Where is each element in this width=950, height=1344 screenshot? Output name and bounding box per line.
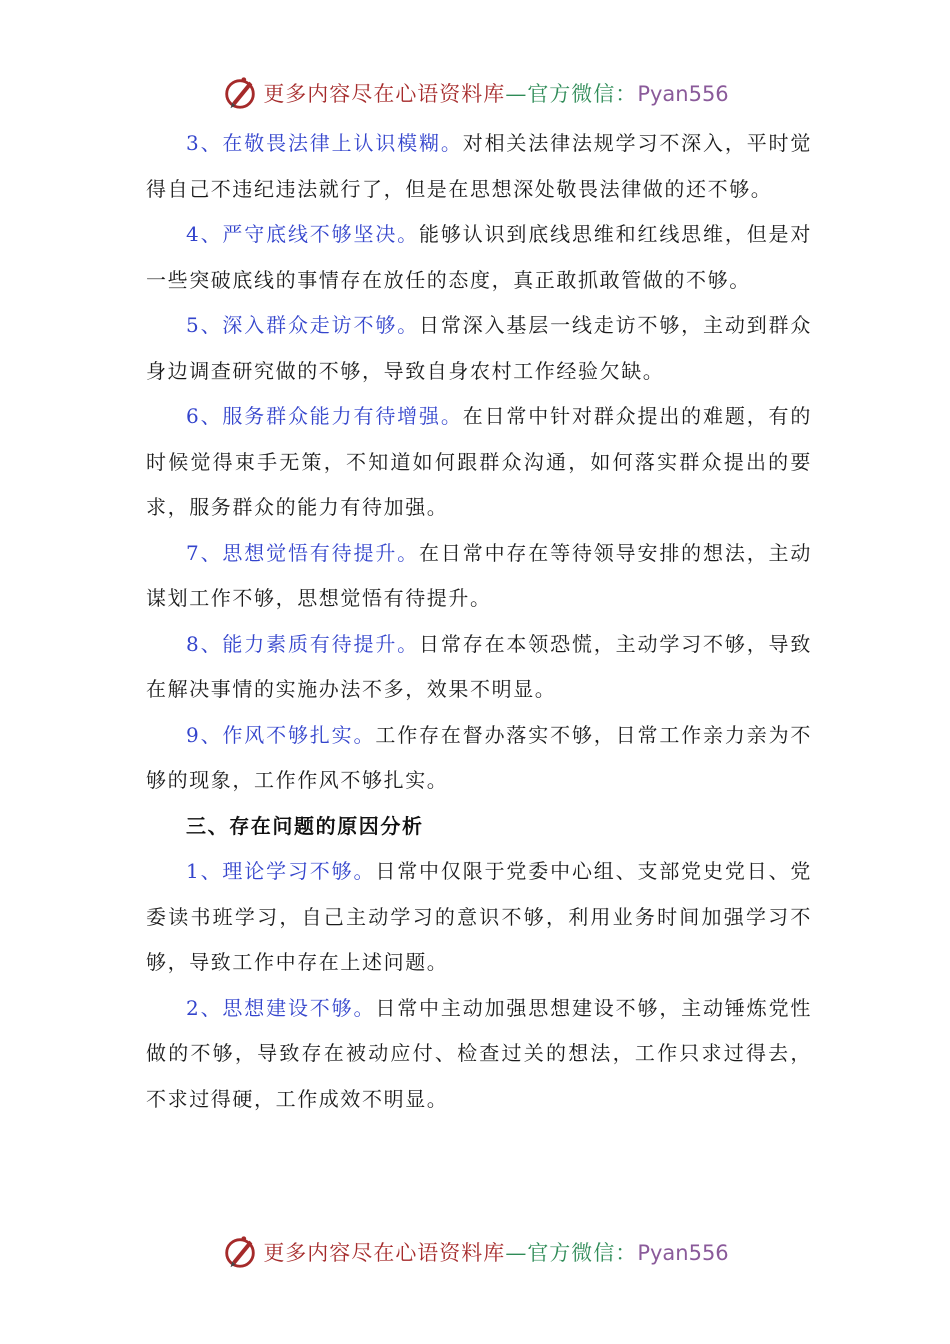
cause-body: 日常中主动加强思想建设不够，主动锤炼党性做的不够，导致存在被动应付、检查过关的想法，工作只求过得去，不求过得硬，工作成效不明显。 bbox=[146, 995, 813, 1111]
footer-banner bbox=[0, 1232, 950, 1272]
cause-title: 1、理论学习不够。 bbox=[186, 859, 376, 883]
banner-wechat-id: Pyan556 bbox=[637, 1241, 729, 1265]
header-banner bbox=[0, 73, 950, 113]
banner-dash: — bbox=[505, 82, 528, 106]
item-body: 在日常中针对群众提出的难题，有的时候觉得束手无策，不知道如何跟群众沟通，如何落实群众提出的要求，服务群众的能力有待加强。 bbox=[146, 404, 812, 519]
pen-logo-icon bbox=[221, 74, 259, 112]
cause-body: 日常中仅限于党委中心组、支部党史党日、党委读书班学习，自己主动学习的意识不够，利用业务时间加强学习不够，导致工作中存在上述问题。 bbox=[146, 859, 813, 974]
item-title: 4、严守底线不够坚决。 bbox=[186, 222, 420, 246]
item-title: 3、在敬畏法律上认识模糊。 bbox=[186, 131, 463, 155]
banner-prefix: 更多内容尽在 bbox=[263, 82, 396, 106]
banner-wechat-label: 官方微信： bbox=[527, 82, 638, 106]
item-body: 对相关法律法规学习不深入，平时觉得自己不违纪违法就行了，但是在思想深处敬畏法律做的还不够。 bbox=[146, 131, 812, 201]
item-title: 6、服务群众能力有待增强。 bbox=[186, 404, 463, 428]
cause-1 bbox=[146, 849, 812, 986]
item-title: 8、能力素质有待提升。 bbox=[186, 631, 420, 656]
banner-dash: — bbox=[505, 1241, 528, 1265]
banner-wechat-id: Pyan556 bbox=[637, 82, 729, 106]
pen-logo-icon bbox=[221, 1233, 259, 1271]
section-heading: 三、存在问题的原因分析 bbox=[186, 813, 424, 838]
item-6 bbox=[146, 394, 812, 531]
item-9 bbox=[146, 713, 812, 804]
item-body: 在日常中存在等待领导安排的想法，主动谋划工作不够，思想觉悟有待提升。 bbox=[146, 540, 812, 610]
banner-wechat-label: 官方微信： bbox=[527, 1241, 638, 1265]
banner-prefix: 更多内容尽在 bbox=[263, 1241, 396, 1265]
banner-brand: 心语资料库 bbox=[395, 1241, 506, 1265]
item-title: 7、思想觉悟有待提升。 bbox=[186, 540, 420, 565]
item-7 bbox=[146, 531, 812, 622]
item-body: 日常深入基层一线走访不够，主动到群众身边调查研究做的不够，导致自身农村工作经验欠缺。 bbox=[146, 313, 812, 383]
item-5 bbox=[146, 303, 812, 394]
banner-brand: 心语资料库 bbox=[395, 82, 506, 106]
item-8 bbox=[146, 622, 812, 713]
item-body: 工作存在督办落实不够，日常工作亲力亲为不够的现象，工作作风不够扎实。 bbox=[146, 722, 813, 792]
document-body bbox=[146, 121, 812, 1122]
cause-title: 2、思想建设不够。 bbox=[186, 995, 376, 1020]
item-title: 9、作风不够扎实。 bbox=[186, 722, 376, 747]
item-4 bbox=[146, 212, 812, 303]
item-3 bbox=[146, 121, 812, 212]
item-body: 能够认识到底线思维和红线思维，但是对一些突破底线的事情存在放任的态度，真正敢抓敢管做的不够。 bbox=[146, 222, 812, 292]
item-body: 日常存在本领恐慌，主动学习不够，导致在解决事情的实施办法不多，效果不明显。 bbox=[146, 631, 812, 701]
item-title: 5、深入群众走访不够。 bbox=[186, 313, 420, 337]
cause-2 bbox=[146, 986, 812, 1123]
